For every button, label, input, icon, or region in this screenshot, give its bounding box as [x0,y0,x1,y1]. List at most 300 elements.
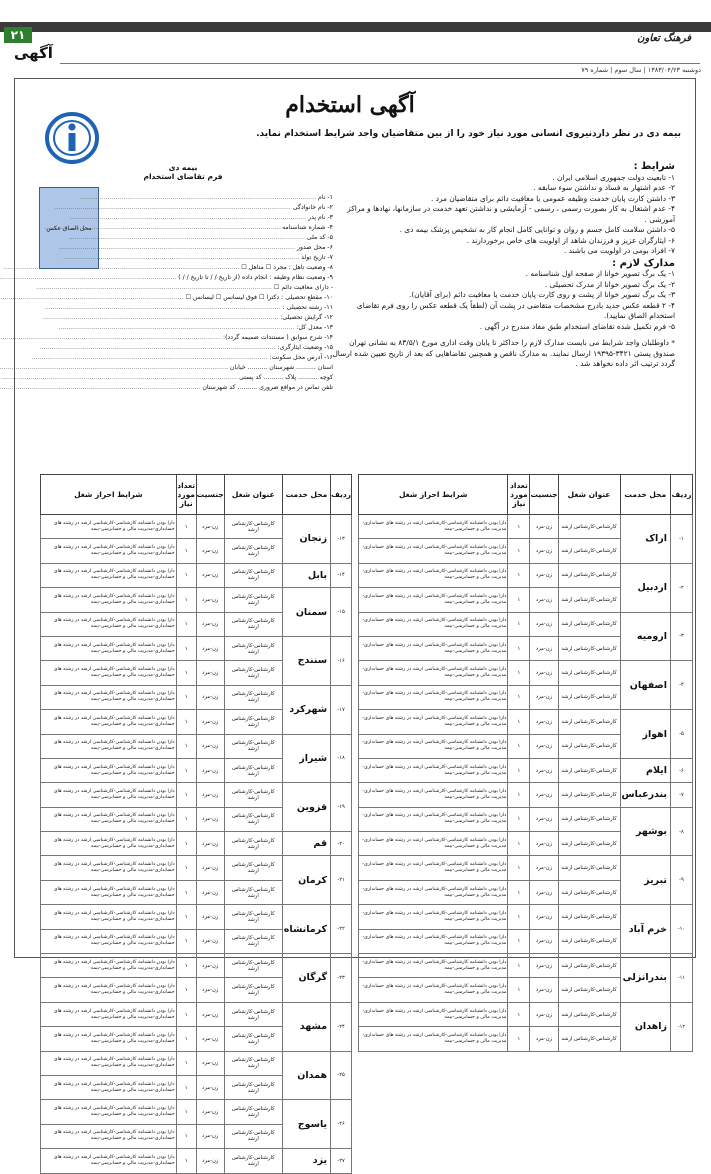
job-title-cell: کارشناس-کارشناس ارشد [558,905,620,929]
form-field: ۱۰- مقطع تحصیلی : دکترا ☐ فوق لیسانس ☐ لیسانس ☐ ..... [43,293,333,303]
requirements-cell: دارا بودن دانشنامه کارشناسی-کارشناسی ارشد در رشته های حسابداری-مدیریت مالی و حسابرسی-بیمه [359,1027,508,1051]
requirements-cell: دارا بودن دانشنامه کارشناسی-کارشناسی ارشد در رشته های حسابداری-مدیریت مالی و حسابرسی-بیمه [41,758,177,782]
city-cell: همدان [282,1051,330,1100]
gender-cell: زن-مرد [530,954,558,978]
table-row [41,1149,352,1173]
gender-cell: زن-مرد [530,563,558,587]
job-title-cell: کارشناس-کارشناس ارشد [558,636,620,660]
count-cell: ۱ [176,929,196,953]
condition-item: ۱- تابعیت دولت جمهوری اسلامی ایران . [552,172,675,182]
table-row [41,954,352,978]
count-cell: ۱ [176,612,196,636]
requirements-cell: دارا بودن دانشنامه کارشناسی-کارشناسی ارشد در رشته های حسابداری-مدیریت مالی و حسابرسی-بیمه [359,954,508,978]
job-title-cell: کارشناس-کارشناس ارشد [558,515,620,539]
publication-name: فرهنگ تعاون [637,33,691,44]
job-title-cell: کارشناس-کارشناس ارشد [558,661,620,685]
issue-info: دوشنبه ۱۳۸۳/۰۴/۲۳ | سال سوم | شماره ۷۹ [581,66,701,74]
gender-cell: زن-مرد [530,1002,558,1026]
job-title-cell: کارشناس-کارشناس ارشد [224,1002,282,1026]
city-cell: بابل [282,563,330,587]
job-title-cell: کارشناس-کارشناس ارشد [224,588,282,612]
requirements-cell: دارا بودن دانشنامه کارشناسی-کارشناسی ارشد در رشته های حسابداری-مدیریت مالی و حسابرسی-بیمه [359,1002,508,1026]
row-number: ۱۱- [671,954,693,1003]
table-row [41,515,352,539]
count-cell: ۱ [176,807,196,831]
job-title-cell: کارشناس-کارشناس ارشد [224,710,282,734]
requirements-cell: دارا بودن دانشنامه کارشناسی-کارشناسی ارشد در رشته های حسابداری-مدیریت مالی و حسابرسی-بیمه [359,612,508,636]
gender-cell: زن-مرد [196,1075,224,1099]
form-field: ۱۳- معدل کل: ..... [43,323,333,333]
job-title-cell: کارشناس-کارشناس ارشد [224,807,282,831]
table-row [41,563,352,587]
count-cell: ۱ [176,1149,196,1173]
job-title-cell: کارشناس-کارشناس ارشد [558,783,620,807]
job-title-cell: کارشناس-کارشناس ارشد [558,832,620,856]
gender-cell: زن-مرد [530,1027,558,1051]
form-field: ۱۵- وضعیت ایثارگری: ..... [43,343,333,353]
count-cell: ۱ [176,954,196,978]
documents-heading: مدارک لازم : [612,257,675,269]
gender-cell: زن-مرد [530,758,558,782]
job-title-cell: کارشناس-کارشناس ارشد [224,783,282,807]
count-cell: ۱ [176,832,196,856]
form-field: ۸- وضعیت تاهل : مجرد ☐ متاهل ☐ ..... [43,263,333,273]
count-cell: ۱ [508,929,530,953]
gender-cell: زن-مرد [196,1100,224,1124]
table-row [359,661,693,685]
requirements-cell: دارا بودن دانشنامه کارشناسی-کارشناسی ارشد در رشته های حسابداری-مدیریت مالی و حسابرسی-بیمه [41,1149,177,1173]
col-header-count: تعداد مورد نیاز [508,475,530,515]
job-title-cell: کارشناس-کارشناس ارشد [224,1051,282,1075]
gender-cell: زن-مرد [530,612,558,636]
photo-placeholder: محل الصاق عکس [39,187,99,269]
form-field: ۱- نام ..... [43,193,333,203]
gender-cell: زن-مرد [530,588,558,612]
requirements-cell: دارا بودن دانشنامه کارشناسی-کارشناسی ارشد در رشته های حسابداری-مدیریت مالی و حسابرسی-بیمه [41,856,177,880]
count-cell: ۱ [508,612,530,636]
city-cell: اصفهان [620,661,670,710]
job-title-cell: کارشناس-کارشناس ارشد [558,758,620,782]
job-title-cell: کارشناس-کارشناس ارشد [558,539,620,563]
form-field: ۱۶- آدرس محل سکونت: ..... [43,353,333,363]
header-rule [60,63,700,64]
row-number: ۲- [671,563,693,612]
gender-cell: زن-مرد [196,685,224,709]
requirements-cell: دارا بودن دانشنامه کارشناسی-کارشناسی ارشد در رشته های حسابداری-مدیریت مالی و حسابرسی-بیمه [41,832,177,856]
table-row [41,588,352,612]
job-title-cell: کارشناس-کارشناس ارشد [224,1027,282,1051]
gender-cell: زن-مرد [196,734,224,758]
form-field: ۲- نام خانوادگی ..... [43,203,333,213]
gender-cell: زن-مرد [196,905,224,929]
city-cell: شیراز [282,734,330,783]
col-header-city: محل خدمت [620,475,670,515]
job-title-cell: کارشناس-کارشناس ارشد [558,1002,620,1026]
condition-item: ۷- افراد بومی در اولویت می باشند . [563,246,675,255]
document-item: ۲- یک برگ تصویر خوانا از مدرک تحصیلی . [544,279,675,289]
gender-cell: زن-مرد [196,929,224,953]
form-company: بیمه دی [168,163,198,172]
form-field: ۶- محل صدور ..... [43,243,333,253]
count-cell: ۱ [176,1027,196,1051]
requirements-cell: دارا بودن دانشنامه کارشناسی-کارشناسی ارشد در رشته های حسابداری-مدیریت مالی و حسابرسی-بیمه [359,539,508,563]
count-cell: ۱ [176,978,196,1002]
count-cell: ۱ [508,832,530,856]
gender-cell: زن-مرد [530,636,558,660]
requirements-cell: دارا بودن دانشنامه کارشناسی-کارشناسی ارشد در رشته های حسابداری-مدیریت مالی و حسابرسی-بیمه [41,1100,177,1124]
city-cell: ایلام [620,758,670,782]
row-number: ۲۴- [331,1002,352,1051]
table-row [41,832,352,856]
job-title-cell: کارشناس-کارشناس ارشد [224,612,282,636]
row-number: ۱- [671,515,693,564]
gender-cell: زن-مرد [530,734,558,758]
col-header-job: عنوان شغل [224,475,282,515]
city-cell: کرمانشاه [282,905,330,954]
count-cell: ۱ [508,758,530,782]
count-cell: ۱ [508,563,530,587]
city-cell: بوشهر [620,807,670,856]
gender-cell: زن-مرد [530,661,558,685]
gender-cell: زن-مرد [530,807,558,831]
city-cell: قم [282,832,330,856]
job-title-cell: کارشناس-کارشناس ارشد [224,1075,282,1099]
table-row [359,954,693,978]
job-title-cell: کارشناس-کارشناس ارشد [558,612,620,636]
city-cell: اراک [620,515,670,564]
city-cell: بندرعباس [620,783,670,807]
requirements-cell: دارا بودن دانشنامه کارشناسی-کارشناسی ارشد در رشته های حسابداری-مدیریت مالی و حسابرسی-بیمه [41,1075,177,1099]
count-cell: ۱ [508,807,530,831]
gender-cell: زن-مرد [196,636,224,660]
requirements-cell: دارا بودن دانشنامه کارشناسی-کارشناسی ارشد در رشته های حسابداری-مدیریت مالی و حسابرسی-بیمه [359,515,508,539]
form-field: استان .......... شهرستان .......... خیابان ..... [43,363,333,373]
gender-cell: زن-مرد [196,1124,224,1148]
job-title-cell: کارشناس-کارشناس ارشد [224,1124,282,1148]
requirements-cell: دارا بودن دانشنامه کارشناسی-کارشناسی ارشد در رشته های حسابداری-مدیریت مالی و حسابرسی-بیمه [359,978,508,1002]
requirements-cell: دارا بودن دانشنامه کارشناسی-کارشناسی ارشد در رشته های حسابداری-مدیریت مالی و حسابرسی-بیمه [359,832,508,856]
count-cell: ۱ [176,758,196,782]
requirements-cell: دارا بودن دانشنامه کارشناسی-کارشناسی ارشد در رشته های حسابداری-مدیریت مالی و حسابرسی-بیمه [359,929,508,953]
section-title: آگهی [14,44,53,62]
job-title-cell: کارشناس-کارشناس ارشد [558,856,620,880]
form-field: ۹- وضعیت نظام وظیفه : انجام داده (از تاریخ / / تا تاریخ / / ) ..... [43,273,333,283]
requirements-cell: دارا بودن دانشنامه کارشناسی-کارشناسی ارشد در رشته های حسابداری-مدیریت مالی و حسابرسی-بیمه [41,563,177,587]
count-cell: ۱ [508,954,530,978]
table-row [41,636,352,660]
count-cell: ۱ [176,905,196,929]
ad-intro: بیمه دی در نظر داردنیروی انسانی مورد نیاز خود را از بین متقاضیان واجد شرایط استخدام نماید. [256,129,681,139]
document-item: ۵- فرم تکمیل شده تقاضای استخدام طبق مفاد مندرج در آگهی . [479,321,675,331]
requirements-cell: دارا بودن دانشنامه کارشناسی-کارشناسی ارشد در رشته های حسابداری-مدیریت مالی و حسابرسی-بیمه [41,1002,177,1026]
col-header-requirements: شرایط احراز شغل [359,475,508,515]
gender-cell: زن-مرد [196,1149,224,1173]
requirements-cell: دارا بودن دانشنامه کارشناسی-کارشناسی ارشد در رشته های حسابداری-مدیریت مالی و حسابرسی-بیمه [41,1124,177,1148]
job-title-cell: کارشناس-کارشناس ارشد [558,929,620,953]
job-title-cell: کارشناس-کارشناس ارشد [558,880,620,904]
count-cell: ۱ [508,515,530,539]
form-field: ۱۱- رشته تحصیلی : ..... [43,303,333,313]
row-number: ۲۶- [331,1100,352,1149]
row-number: ۲۵- [331,1051,352,1100]
count-cell: ۱ [176,710,196,734]
job-title-cell: کارشناس-کارشناس ارشد [558,734,620,758]
form-field: ۳- نام پدر ..... [43,213,333,223]
row-number: ۱۴- [331,563,352,587]
row-number: ۲۳- [331,954,352,1003]
page-number: ۲۱ [4,27,32,43]
job-title-cell: کارشناس-کارشناس ارشد [224,978,282,1002]
row-number: ۳- [671,612,693,661]
city-cell: قزوین [282,783,330,832]
gender-cell: زن-مرد [196,563,224,587]
job-title-cell: کارشناس-کارشناس ارشد [558,563,620,587]
row-number: ۸- [671,807,693,856]
conditions-heading: شرایط : [633,161,675,172]
requirements-cell: دارا بودن دانشنامه کارشناسی-کارشناسی ارشد در رشته های حسابداری-مدیریت مالی و حسابرسی-بیمه [41,783,177,807]
count-cell: ۱ [508,539,530,563]
count-cell: ۱ [176,1002,196,1026]
row-number: ۱۹- [331,783,352,832]
form-field: - دارای معافیت دائم ☐ ..... [43,283,333,293]
job-title-cell: کارشناس-کارشناس ارشد [224,929,282,953]
row-number: ۹- [671,856,693,905]
gender-cell: زن-مرد [196,588,224,612]
city-cell: زنجان [282,515,330,564]
gender-cell: زن-مرد [196,978,224,1002]
job-title-cell: کارشناس-کارشناس ارشد [558,807,620,831]
table-row [41,783,352,807]
requirements-cell: دارا بودن دانشنامه کارشناسی-کارشناسی ارشد در رشته های حسابداری-مدیریت مالی و حسابرسی-بیمه [41,954,177,978]
gender-cell: زن-مرد [196,710,224,734]
requirements-cell: دارا بودن دانشنامه کارشناسی-کارشناسی ارشد در رشته های حسابداری-مدیریت مالی و حسابرسی-بیمه [41,588,177,612]
row-number: ۶- [671,758,693,782]
count-cell: ۱ [176,539,196,563]
col-header-job: عنوان شغل [558,475,620,515]
count-cell: ۱ [176,1100,196,1124]
row-number: ۲۲- [331,905,352,954]
city-cell: تبریز [620,856,670,905]
count-cell: ۱ [176,783,196,807]
job-title-cell: کارشناس-کارشناس ارشد [558,1027,620,1051]
count-cell: ۱ [176,661,196,685]
count-cell: ۱ [176,685,196,709]
gender-cell: زن-مرد [530,710,558,734]
city-cell: بندرانزلی [620,954,670,1003]
table-row [359,1002,693,1026]
count-cell: ۱ [508,588,530,612]
table-row [41,905,352,929]
requirements-cell: دارا بودن دانشنامه کارشناسی-کارشناسی ارشد در رشته های حسابداری-مدیریت مالی و حسابرسی-بیمه [41,734,177,758]
form-field: ۴- شماره شناسنامه ..... [43,223,333,233]
row-number: ۵- [671,710,693,759]
requirements-cell: دارا بودن دانشنامه کارشناسی-کارشناسی ارشد در رشته های حسابداری-مدیریت مالی و حسابرسی-بیمه [41,612,177,636]
city-cell: ارومیه [620,612,670,661]
job-title-cell: کارشناس-کارشناس ارشد [224,758,282,782]
header-bar [0,22,711,32]
city-cell: خرم آباد [620,905,670,954]
gender-cell: زن-مرد [530,978,558,1002]
count-cell: ۱ [176,1075,196,1099]
gender-cell: زن-مرد [196,880,224,904]
requirements-cell: دارا بودن دانشنامه کارشناسی-کارشناسی ارشد در رشته های حسابداری-مدیریت مالی و حسابرسی-بیمه [41,636,177,660]
jobs-table-right [358,474,693,1052]
count-cell: ۱ [176,734,196,758]
job-title-cell: کارشناس-کارشناس ارشد [558,954,620,978]
count-cell: ۱ [176,636,196,660]
col-header-city: محل خدمت [282,475,330,515]
requirements-cell: دارا بودن دانشنامه کارشناسی-کارشناسی ارشد در رشته های حسابداری-مدیریت مالی و حسابرسی-بیمه [359,880,508,904]
col-header-gender: جنسیت [530,475,558,515]
job-title-cell: کارشناس-کارشناس ارشد [224,1100,282,1124]
table-row [41,1100,352,1124]
job-title-cell: کارشناس-کارشناس ارشد [224,905,282,929]
requirements-cell: دارا بودن دانشنامه کارشناسی-کارشناسی ارشد در رشته های حسابداری-مدیریت مالی و حسابرسی-بیمه [359,661,508,685]
requirements-cell: دارا بودن دانشنامه کارشناسی-کارشناسی ارشد در رشته های حسابداری-مدیریت مالی و حسابرسی-بیمه [359,783,508,807]
requirements-cell: دارا بودن دانشنامه کارشناسی-کارشناسی ارشد در رشته های حسابداری-مدیریت مالی و حسابرسی-بیمه [41,661,177,685]
gender-cell: زن-مرد [530,685,558,709]
application-form [33,163,333,433]
table-row [359,612,693,636]
col-header-count: تعداد مورد نیاز [176,475,196,515]
count-cell: ۱ [176,1051,196,1075]
row-number: ۲۱- [331,856,352,905]
table-row [359,783,693,807]
requirements-cell: دارا بودن دانشنامه کارشناسی-کارشناسی ارشد در رشته های حسابداری-مدیریت مالی و حسابرسی-بیمه [41,1027,177,1051]
count-cell: ۱ [508,880,530,904]
gender-cell: زن-مرد [530,515,558,539]
requirements-cell: دارا بودن دانشنامه کارشناسی-کارشناسی ارشد در رشته های حسابداری-مدیریت مالی و حسابرسی-بیمه [359,588,508,612]
gender-cell: زن-مرد [196,539,224,563]
gender-cell: زن-مرد [196,783,224,807]
gender-cell: زن-مرد [196,807,224,831]
city-cell: زاهدان [620,1002,670,1051]
requirements-cell: دارا بودن دانشنامه کارشناسی-کارشناسی ارشد در رشته های حسابداری-مدیریت مالی و حسابرسی-بیمه [359,636,508,660]
table-row [41,685,352,709]
job-title-cell: کارشناس-کارشناس ارشد [224,856,282,880]
city-cell: سنندج [282,636,330,685]
form-field: ۷- تاریخ تولد ..... [43,253,333,263]
requirements-cell: دارا بودن دانشنامه کارشناسی-کارشناسی ارشد در رشته های حسابداری-مدیریت مالی و حسابرسی-بیمه [41,515,177,539]
job-title-cell: کارشناس-کارشناس ارشد [224,832,282,856]
condition-item: ۶- ایثارگران عزیز و فرزندان شاهد از اولویت های خاص برخوردارند . [466,235,675,245]
count-cell: ۱ [508,856,530,880]
gender-cell: زن-مرد [196,954,224,978]
row-number: ۲۷- [331,1149,352,1173]
count-cell: ۱ [176,856,196,880]
requirements-cell: دارا بودن دانشنامه کارشناسی-کارشناسی ارشد در رشته های حسابداری-مدیریت مالی و حسابرسی-بیمه [41,539,177,563]
table-row [359,515,693,539]
table-row [359,710,693,734]
city-cell: اهواز [620,710,670,759]
count-cell: ۱ [508,905,530,929]
requirements-cell: دارا بودن دانشنامه کارشناسی-کارشناسی ارشد در رشته های حسابداری-مدیریت مالی و حسابرسی-بیمه [41,880,177,904]
count-cell: ۱ [176,515,196,539]
job-title-cell: کارشناس-کارشناس ارشد [224,563,282,587]
count-cell: ۱ [508,661,530,685]
job-title-cell: کارشناس-کارشناس ارشد [558,588,620,612]
form-field: کوچه .......... پلاک .......... کد پستی ..... [43,373,333,383]
table-row [41,734,352,758]
requirements-cell: دارا بودن دانشنامه کارشناسی-کارشناسی ارشد در رشته های حسابداری-مدیریت مالی و حسابرسی-بیمه [41,807,177,831]
city-cell: مشهد [282,1002,330,1051]
form-fields [43,193,333,393]
gender-cell: زن-مرد [196,856,224,880]
gender-cell: زن-مرد [196,832,224,856]
gender-cell: زن-مرد [530,880,558,904]
count-cell: ۱ [176,563,196,587]
row-number: ۱۳- [331,515,352,564]
gender-cell: زن-مرد [196,1027,224,1051]
city-cell: یزد [282,1149,330,1173]
condition-item: ۳- داشتن کارت پایان خدمت وظیفه عمومی یا معافیت دائم برای متقاضیان مرد . [430,193,675,203]
city-cell: شهرکرد [282,685,330,734]
submission-note: * داوطلبان واجد شرایط می بایست مدارک لازم را حداکثر تا پایان وقت اداری مورخ ۸۳/۵/۱ به نشانی تهران صندوق پستی ۳۴۲۱-۱۹۳۹۵ ارسال نمایند. به مدارک ناقص و همچنین تقاضاهایی که بعد از تاریخ تعیین شده ارسال گردد ترتیب اثر داده نخواهد شد . [332,338,675,368]
col-header-row: ردیف [671,475,693,515]
city-cell: گرگان [282,954,330,1003]
row-number: ۱۰- [671,905,693,954]
gender-cell: زن-مرد [196,612,224,636]
job-title-cell: کارشناس-کارشناس ارشد [558,978,620,1002]
condition-item: ۵- داشتن سلامت کامل جسم و روان و توانایی کامل انجام کار به تشخیص پزشک بیمه دی . [399,225,675,234]
requirements-cell: دارا بودن دانشنامه کارشناسی-کارشناسی ارشد در رشته های حسابداری-مدیریت مالی و حسابرسی-بیمه [359,905,508,929]
gender-cell: زن-مرد [530,856,558,880]
requirements-cell: دارا بودن دانشنامه کارشناسی-کارشناسی ارشد در رشته های حسابداری-مدیریت مالی و حسابرسی-بیمه [359,807,508,831]
row-number: ۲۰- [331,832,352,856]
count-cell: ۱ [176,880,196,904]
requirements-cell: دارا بودن دانشنامه کارشناسی-کارشناسی ارشد در رشته های حسابداری-مدیریت مالی و حسابرسی-بیمه [359,685,508,709]
job-title-cell: کارشناس-کارشناس ارشد [558,710,620,734]
gender-cell: زن-مرد [530,783,558,807]
row-number: ۴- [671,661,693,710]
requirements-cell: دارا بودن دانشنامه کارشناسی-کارشناسی ارشد در رشته های حسابداری-مدیریت مالی و حسابرسی-بیمه [359,856,508,880]
col-header-row: ردیف [331,475,352,515]
job-title-cell: کارشناس-کارشناس ارشد [224,515,282,539]
table-row [359,905,693,929]
gender-cell: زن-مرد [530,929,558,953]
requirements-cell: دارا بودن دانشنامه کارشناسی-کارشناسی ارشد در رشته های حسابداری-مدیریت مالی و حسابرسی-بیمه [41,978,177,1002]
job-title-cell: کارشناس-کارشناس ارشد [224,734,282,758]
document-item: ۳- یک برگ تصویر خوانا از پشت و روی کارت پایان خدمت یا معافیت دائم (برای آقایان). [409,290,675,299]
condition-item: ۴- عدم اشتغال به کار بصورت رسمی ، رسمی - آزمایشی و نداشتن تعهد خدمت در سازمانها، نهادها و مراکز آموزشی . [347,204,675,224]
city-cell: اردبیل [620,563,670,612]
dey-insurance-logo-icon [44,110,100,166]
count-cell: ۱ [508,685,530,709]
form-field: ۱۲- گرایش تحصیلی: ..... [43,313,333,323]
table-row [41,1002,352,1026]
row-number: ۱۸- [331,734,352,783]
table-row [359,856,693,880]
count-cell: ۱ [508,710,530,734]
count-cell: ۱ [508,1027,530,1051]
job-title-cell: کارشناس-کارشناس ارشد [224,685,282,709]
city-cell: یاسوج [282,1100,330,1149]
count-cell: ۱ [176,1124,196,1148]
job-title-cell: کارشناس-کارشناس ارشد [558,685,620,709]
job-title-cell: کارشناس-کارشناس ارشد [224,636,282,660]
col-header-requirements: شرایط احراز شغل [41,475,177,515]
job-title-cell: کارشناس-کارشناس ارشد [224,880,282,904]
count-cell: ۱ [508,636,530,660]
gender-cell: زن-مرد [196,758,224,782]
gender-cell: زن-مرد [196,661,224,685]
form-field: ۱۴- شرح سوابق ( مستندات ضمیمه گردد): ..... [43,333,333,343]
requirements-cell: دارا بودن دانشنامه کارشناسی-کارشناسی ارشد در رشته های حسابداری-مدیریت مالی و حسابرسی-بیمه [41,905,177,929]
requirements-cell: دارا بودن دانشنامه کارشناسی-کارشناسی ارشد در رشته های حسابداری-مدیریت مالی و حسابرسی-بیمه [359,758,508,782]
condition-item: ۲- عدم اشتهار به فساد و نداشتن سوء سابقه . [533,183,675,192]
row-number: ۱۶- [331,636,352,685]
requirements-cell: دارا بودن دانشنامه کارشناسی-کارشناسی ارشد در رشته های حسابداری-مدیریت مالی و حسابرسی-بیمه [359,563,508,587]
